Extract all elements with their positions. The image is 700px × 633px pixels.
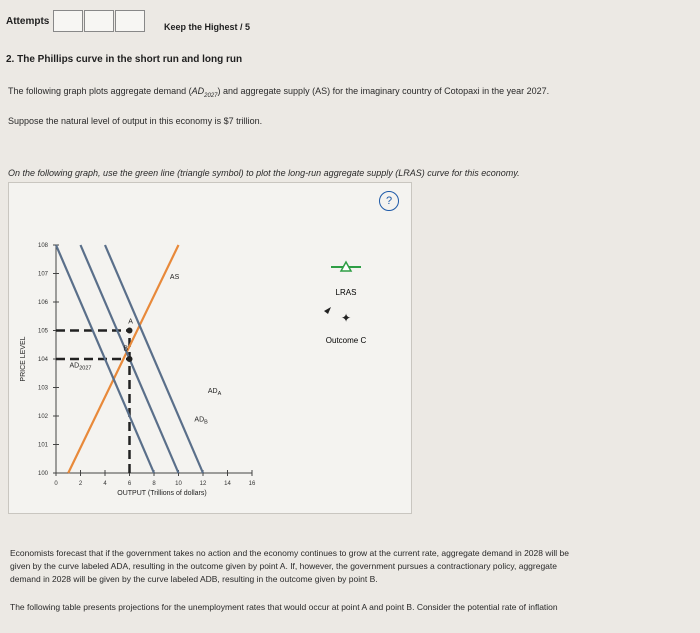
x-tick-label: 14 (224, 481, 231, 487)
lower-paragraph-2: The following table presents projections for the unemployment rates that would occur at point A and point B. Consider the potential rate of inflation (10, 602, 558, 612)
lras-legend-label: LRAS (335, 288, 357, 297)
y-axis-label: PRICE LEVEL (20, 336, 27, 382)
lras-palette-tool[interactable] (331, 262, 361, 271)
y-tick-label: 108 (37, 243, 48, 249)
outcome-c-palette-tool[interactable] (324, 307, 351, 325)
y-tick-label: 103 (37, 385, 48, 392)
ad-as-graph[interactable] (9, 183, 411, 513)
keep-highest-label: Keep the Highest / 5 (164, 22, 251, 32)
x-tick-label: 6 (127, 481, 132, 487)
y-tick-label: 102 (37, 414, 48, 420)
attempt-box (53, 10, 83, 32)
outcome-c-legend-label: Outcome C (325, 336, 367, 345)
y-tick-label: 100 (37, 471, 48, 477)
point-a-label: A (128, 318, 133, 326)
natural-level-text: Suppose the natural level of output in this economy is $7 trillion. (8, 116, 263, 126)
ad2027-curve-label: $AD_{2027}$ (69, 362, 92, 372)
x-tick-label: 10 (175, 481, 182, 487)
point-a-marker (127, 328, 133, 334)
grid-layer (20, 243, 256, 497)
curve-layer (56, 245, 203, 473)
x-tick-label: 4 (103, 481, 107, 487)
attempts-bar (6, 10, 146, 32)
cursor-arrow-icon (324, 307, 331, 314)
x-tick-label: 0 (54, 481, 58, 487)
graph-panel[interactable] (8, 182, 412, 514)
x-tick-label: 8 (152, 481, 156, 487)
intro-ad-sub: 2027 (204, 92, 218, 99)
question-title: 2. The Phillips curve in the short run and long run (6, 54, 243, 65)
y-tick-label: 105 (37, 328, 48, 335)
intro-post: ) and aggregate supply (AS) for the imaginary country of Cotopaxi in the year 2027. (217, 86, 550, 96)
intro-ad: AD (191, 86, 205, 96)
x-tick-label: 2 (78, 481, 83, 487)
star-icon: ✦ (340, 311, 352, 325)
lower-paragraph-line2: given by the curve labeled ADA, resulting in the outcome given by point A. If, however, the government pursues a contractionary policy, aggregate (10, 561, 557, 571)
attempt-boxes (53, 10, 146, 32)
lower-paragraph-line1: Economists forecast that if the government takes no action and the economy continues to grow at the current rate, aggregate demand in 2028 will be (10, 548, 569, 558)
point-b-marker (127, 356, 133, 362)
x-axis-label: OUTPUT (Trillions of dollars) (117, 490, 207, 497)
graph-instruction: On the following graph, use the green line (triangle symbol) to plot the long-run aggregate supply (LRAS) curve for this economy. (8, 168, 520, 178)
intro-paragraph (8, 86, 549, 99)
x-tick-label: 12 (199, 481, 207, 487)
attempt-box (84, 10, 114, 32)
y-tick-label: 106 (37, 300, 48, 306)
as-curve-label: AS (169, 274, 180, 282)
x-tick-label: 16 (248, 481, 256, 487)
lower-paragraph-line3: demand in 2028 will be given by the curve labeled ADB, resulting in the outcome given by point B. (10, 574, 378, 584)
attempt-box (115, 10, 145, 32)
ada-curve-label: $AD_A$ (207, 388, 222, 398)
y-tick-label: 101 (37, 442, 48, 449)
adb-curve-label: $AD_B$ (194, 416, 208, 426)
attempts-label: Attempts (6, 15, 50, 27)
help-button[interactable]: ? (379, 191, 399, 211)
point-b-label: B (123, 345, 129, 353)
y-tick-label: 107 (37, 271, 48, 278)
y-tick-label: 104 (37, 357, 48, 363)
intro-pre: The following graph plots aggregate demand ( (8, 86, 192, 96)
label-layer (69, 274, 221, 426)
